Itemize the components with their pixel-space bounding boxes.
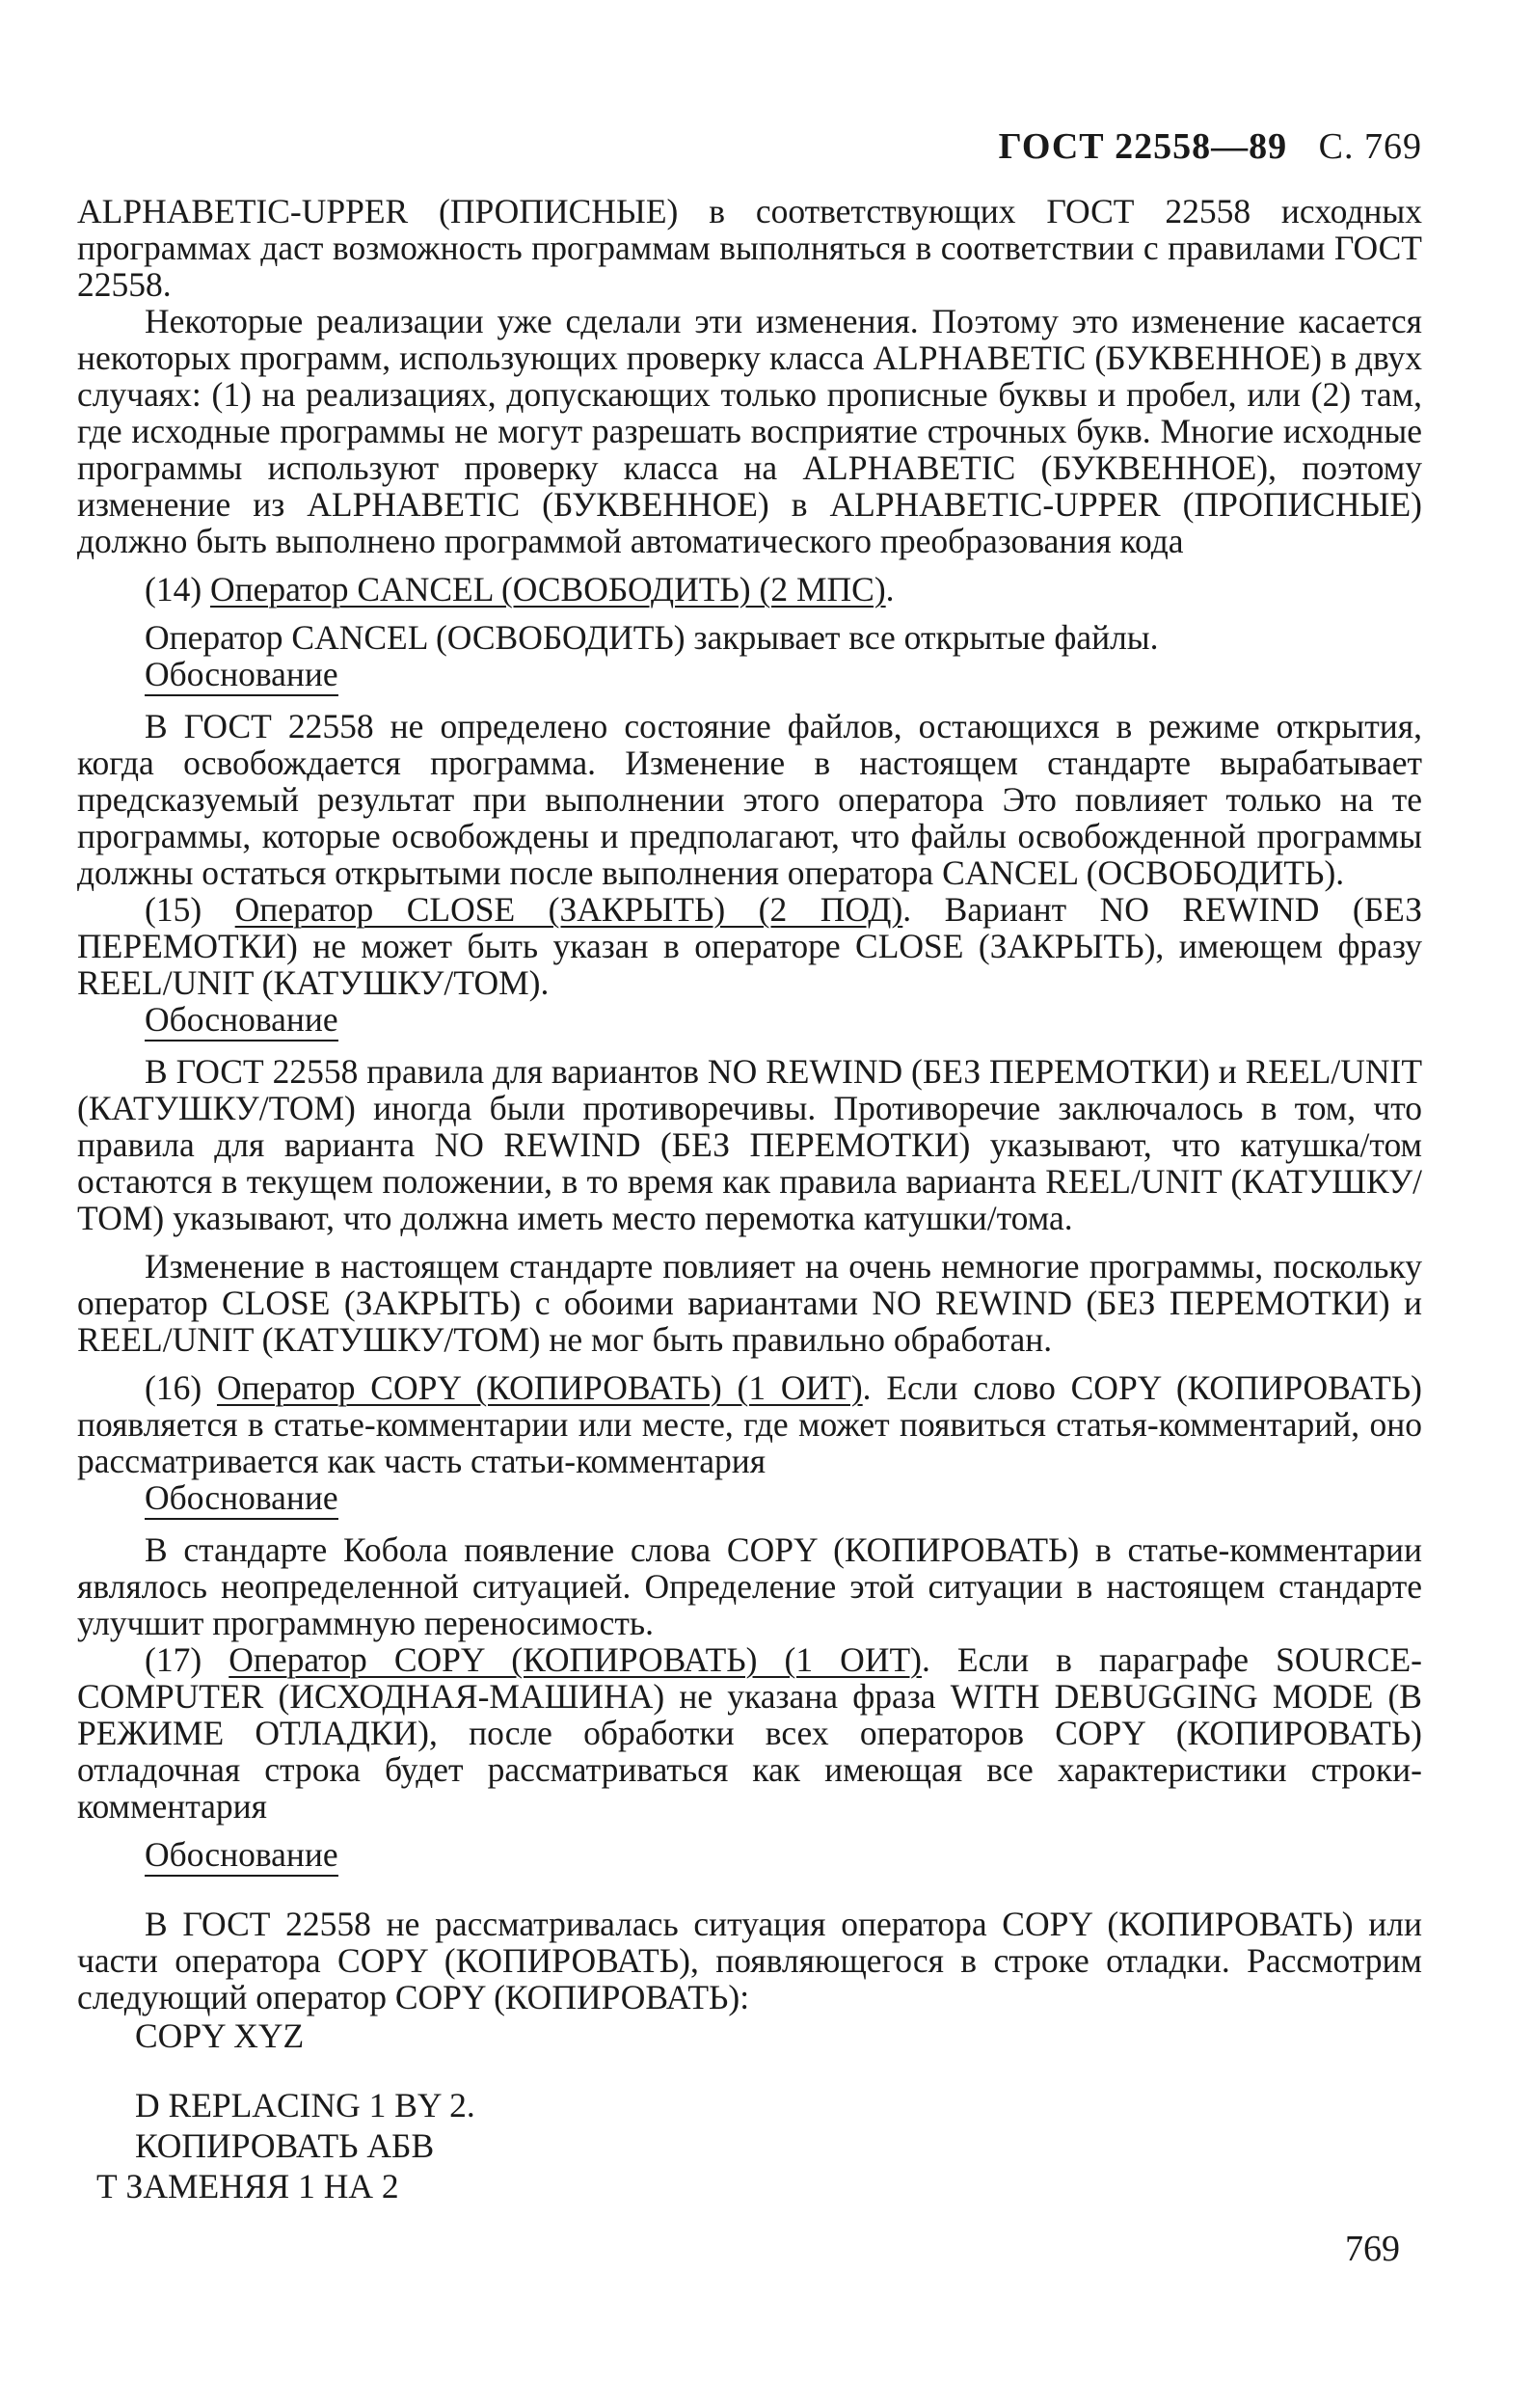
- code-line-1: COPY XYZ: [135, 2016, 305, 2055]
- item-17-label-line: [77, 1836, 1422, 1877]
- item-16-title: Оператор COPY (КОПИРОВАТЬ) (1 ОИТ): [216, 1368, 863, 1407]
- paragraph-1: ALPHABETIC-UPPER (ПРОПИСНЫЕ) в соответствующих ГОСТ 22558 исходных программах даст возможность программам выполняться в соответствии с правилами ГОСТ 22558.: [77, 192, 1422, 304]
- item-15-rationale-label: Обоснование: [145, 1001, 338, 1042]
- item-16-heading: [77, 1369, 1422, 1479]
- item-15-number: (15): [145, 890, 202, 929]
- item-15-tail: . Вариант NO REWIND (БЕЗ ПЕРЕМОТКИ) не может быть указан в операторе CLOSE (ЗАКРЫТЬ), имеющем фразу REEL/UNIT (КАТУШКУ/ТОМ).: [77, 890, 1422, 1002]
- page-header: [77, 125, 1422, 168]
- item-14-rationale: В ГОСТ 22558 не определено состояние файлов, остающихся в режиме открытия, когда освобождается программа. Изменение в настоящем стандарте вырабатывает предсказуемый результат при выполнении этого оператора Это повлияет только на те программы, которые освобождены и предполагают, что файлы освобожденной программы должны остаться открытыми после выполнения оператора CANCEL (ОСВОБОДИТЬ).: [77, 707, 1422, 892]
- item-14-rationale-label: Обоснование: [145, 656, 338, 696]
- item-16-rationale: В стандарте Кобола появление слова COPY (КОПИРОВАТЬ) в статье-комментарии являлось неопределенной ситуацией. Определение этой ситуации в настоящем стандарте улучшит программную переносимость.: [77, 1530, 1422, 1642]
- code-line-3: КОПИРОВАТЬ АБВ: [135, 2126, 435, 2165]
- code-line-2: D REPLACING 1 BY 2.: [135, 2086, 475, 2124]
- page-number: 769: [1345, 2229, 1400, 2269]
- item-17-rationale-label: Обоснование: [145, 1836, 338, 1877]
- item-15-title: Оператор CLOSE (ЗАКРЫТЬ) (2 ПОД): [234, 890, 903, 929]
- document-page: [77, 125, 1422, 2206]
- paragraph-2: Некоторые реализации уже сделали эти изменения. Поэтому это изменение касается некоторых программ, использующих проверку класса ALPHABETIC (БУКВЕННОЕ) в двух случаях: (1) на реализациях, допускающих только прописные буквы и пробел, или (2) там, где исходные программы не могут разрешать восприятие строчных букв. Многие исходные программы используют проверку класса на ALPHABETIC (БУКВЕННОЕ), поэтому изменение из ALPHABETIC (БУКВЕННОЕ) в ALPHABETIC-UPPER (ПРОПИСНЫЕ) должно быть выполнено программой автоматического преобразования кода: [77, 302, 1422, 560]
- item-16-label-line: [77, 1479, 1422, 1520]
- item-15-rationale-2: Изменение в настоящем стандарте повлияет на очень немногие программы, поскольку оператор CLOSE (ЗАКРЫТЬ) с обоими вариантами NO REWIND (БЕЗ ПЕРЕМОТКИ) и REEL/UNIT (КАТУШКУ/ТОМ) не мог быть правильно обработан.: [77, 1247, 1422, 1359]
- item-16-tail: . Если слово COPY (КОПИРОВАТЬ) появляется в статье-комментарии или месте, где может появиться статья-комментарий, оно рассматривается как часть статьи-комментария: [77, 1368, 1423, 1480]
- code-line-4: Т ЗАМЕНЯЯ 1 НА 2: [96, 2167, 399, 2205]
- item-14-heading: [77, 571, 1422, 608]
- header-page-number: С. 769: [1318, 126, 1422, 167]
- item-14-title: Оператор CANCEL (ОСВОБОДИТЬ) (2 МПС): [210, 570, 886, 609]
- item-17-tail: . Если в параграфе SOURCE-COMPUTER (ИСХОДНАЯ-МАШИНА) не указана фраза WITH DEBUGGING MODE (В РЕЖИМЕ ОТЛАДКИ), после обработки всех операторов COPY (КОПИРОВАТЬ) отладочная строка будет рассматриваться как имеющая все характеристики строки-комментария: [77, 1640, 1423, 1826]
- item-15-label-line: [77, 1001, 1422, 1042]
- item-15-rationale: В ГОСТ 22558 правила для вариантов NO REWIND (БЕЗ ПЕРЕМОТКИ) и REEL/UNIT (КАТУШКУ/ТОМ) иногда были противоречивы. Противоречие заключалось в том, что правила для варианта NO REWIND (БЕЗ ПЕРЕМОТКИ) указывают, что катушка/том остаются в текущем положении, в то время как правила варианта REEL/UNIT (КАТУШКУ/ТОМ) указывают, что должна иметь место перемотка катушки/тома.: [77, 1052, 1422, 1237]
- item-16-number: (16): [145, 1368, 202, 1407]
- item-16-rationale-label: Обоснование: [145, 1479, 338, 1520]
- gost-number: ГОСТ 22558—89: [998, 126, 1288, 167]
- item-17-heading: [77, 1641, 1422, 1825]
- item-14-tail: .: [885, 570, 895, 609]
- item-14-number: (14): [145, 570, 202, 609]
- item-14-text: Оператор CANCEL (ОСВОБОДИТЬ) закрывает все открытые файлы.: [145, 618, 1159, 657]
- item-17-rationale: В ГОСТ 22558 не рассматривалась ситуация оператора COPY (КОПИРОВАТЬ) или части оператора COPY (КОПИРОВАТЬ), появляющегося в строке отладки. Рассмотрим следующий оператор COPY (КОПИРОВАТЬ):: [77, 1905, 1422, 2016]
- item-17-title: Оператор COPY (КОПИРОВАТЬ) (1 ОИТ): [229, 1640, 922, 1679]
- item-14-label-line: [77, 656, 1422, 696]
- item-15-heading: [77, 891, 1422, 1001]
- item-17-number: (17): [145, 1640, 202, 1679]
